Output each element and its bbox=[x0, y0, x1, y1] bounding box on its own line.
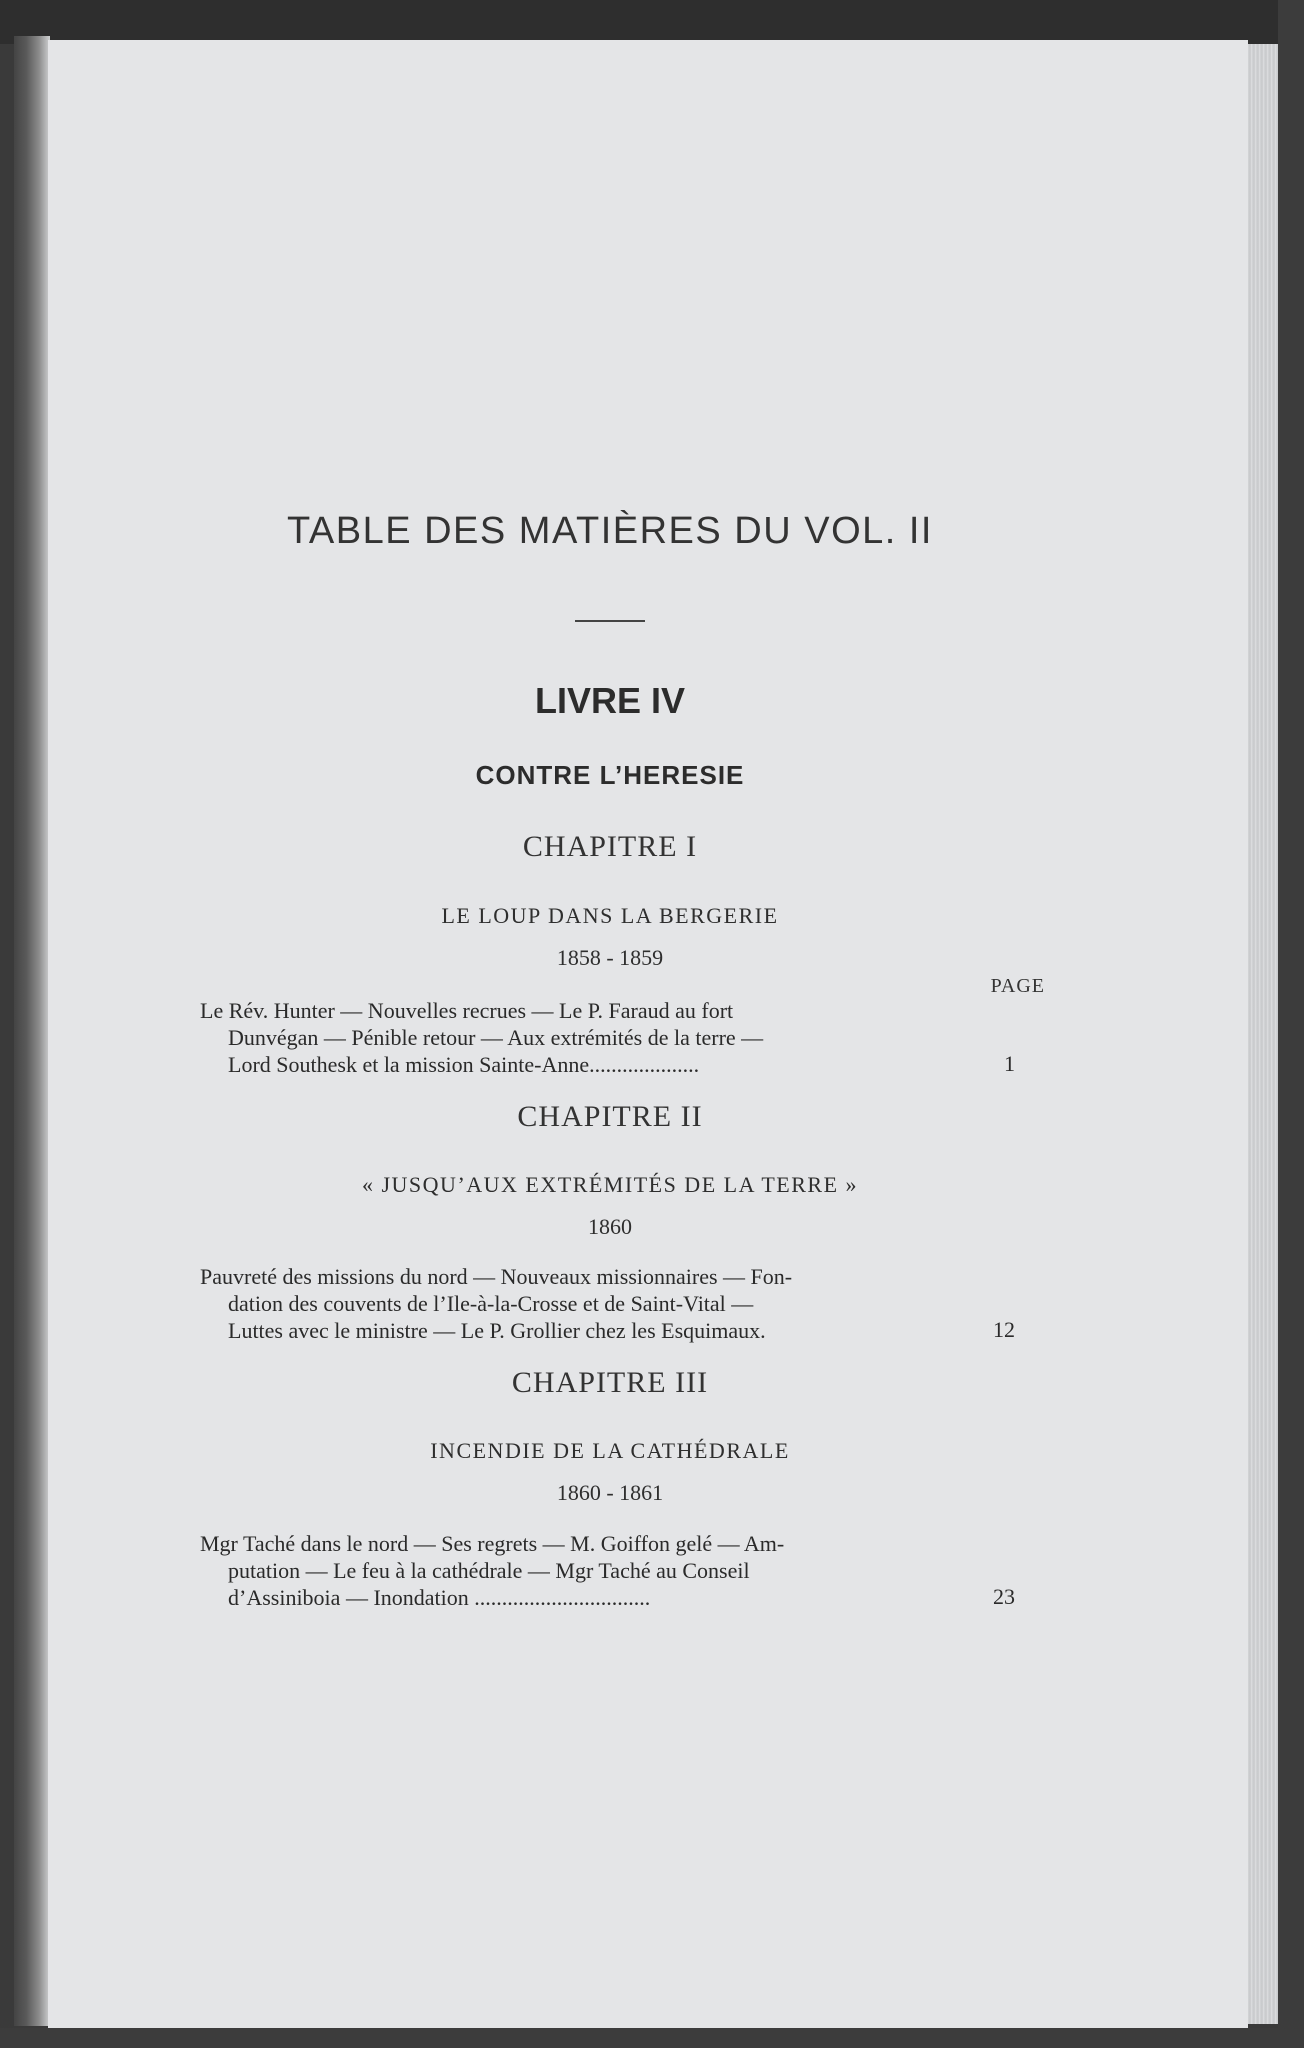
chapter-summary bbox=[200, 1263, 965, 1344]
chapter-title: LE LOUP DANS LA BERGERIE bbox=[441, 903, 779, 928]
summary-line: putation — Le feu à la cathédrale — Mgr Taché au Conseil bbox=[228, 1558, 750, 1583]
page-number: 12 bbox=[993, 1317, 1015, 1342]
page-edges bbox=[1248, 44, 1278, 2024]
summary-line: d’Assiniboia — Inondation ................................ bbox=[228, 1585, 651, 1610]
summary-line: dation des couvents de l’Ile-à-la-Crosse et de Saint-Vital — bbox=[228, 1291, 754, 1316]
chapter-title: « JUSQU’AUX EXTRÉMITÉS DE LA TERRE » bbox=[361, 1172, 859, 1197]
chapter-heading: CHAPITRE I bbox=[522, 830, 698, 863]
book-binding-shadow bbox=[14, 36, 50, 2026]
page-column-label: PAGE bbox=[990, 975, 1045, 997]
page-number: 1 bbox=[1004, 1051, 1015, 1076]
chapter-heading: CHAPITRE II bbox=[517, 1100, 703, 1133]
livre-heading: LIVRE IV bbox=[534, 680, 686, 721]
scan-background-right bbox=[1278, 0, 1304, 2048]
scan-background-top bbox=[0, 0, 1304, 44]
chapter-dates: 1860 - 1861 bbox=[556, 1480, 664, 1505]
summary-line: Pauvreté des missions du nord — Nouveaux missionnaires — Fon- bbox=[200, 1264, 793, 1289]
scan-background-bottom bbox=[0, 2028, 1304, 2048]
chapter-summary bbox=[200, 997, 965, 1078]
chapter-summary bbox=[200, 1530, 965, 1611]
chapter-title: INCENDIE DE LA CATHÉDRALE bbox=[430, 1438, 790, 1463]
summary-line: Luttes avec le ministre — Le P. Grollier chez les Esquimaux. bbox=[228, 1318, 766, 1343]
summary-line: Mgr Taché dans le nord — Ses regrets — M. Goiffon gelé — Am- bbox=[200, 1531, 785, 1556]
livre-subtitle: CONTRE L’HERESIE bbox=[475, 760, 745, 790]
chapter-dates: 1860 bbox=[588, 1214, 632, 1239]
summary-line: Le Rév. Hunter — Nouvelles recrues — Le P. Faraud au fort bbox=[200, 998, 734, 1023]
chapter-heading: CHAPITRE III bbox=[511, 1366, 709, 1399]
page-title: TABLE DES MATIÈRES DU VOL. II bbox=[286, 510, 933, 552]
title-divider bbox=[575, 620, 645, 622]
summary-line: Lord Southesk et la mission Sainte-Anne.................... bbox=[228, 1052, 700, 1077]
summary-line: Dunvégan — Pénible retour — Aux extrémités de la terre — bbox=[228, 1025, 764, 1050]
page-number: 23 bbox=[993, 1584, 1015, 1609]
chapter-dates: 1858 - 1859 bbox=[556, 945, 664, 970]
